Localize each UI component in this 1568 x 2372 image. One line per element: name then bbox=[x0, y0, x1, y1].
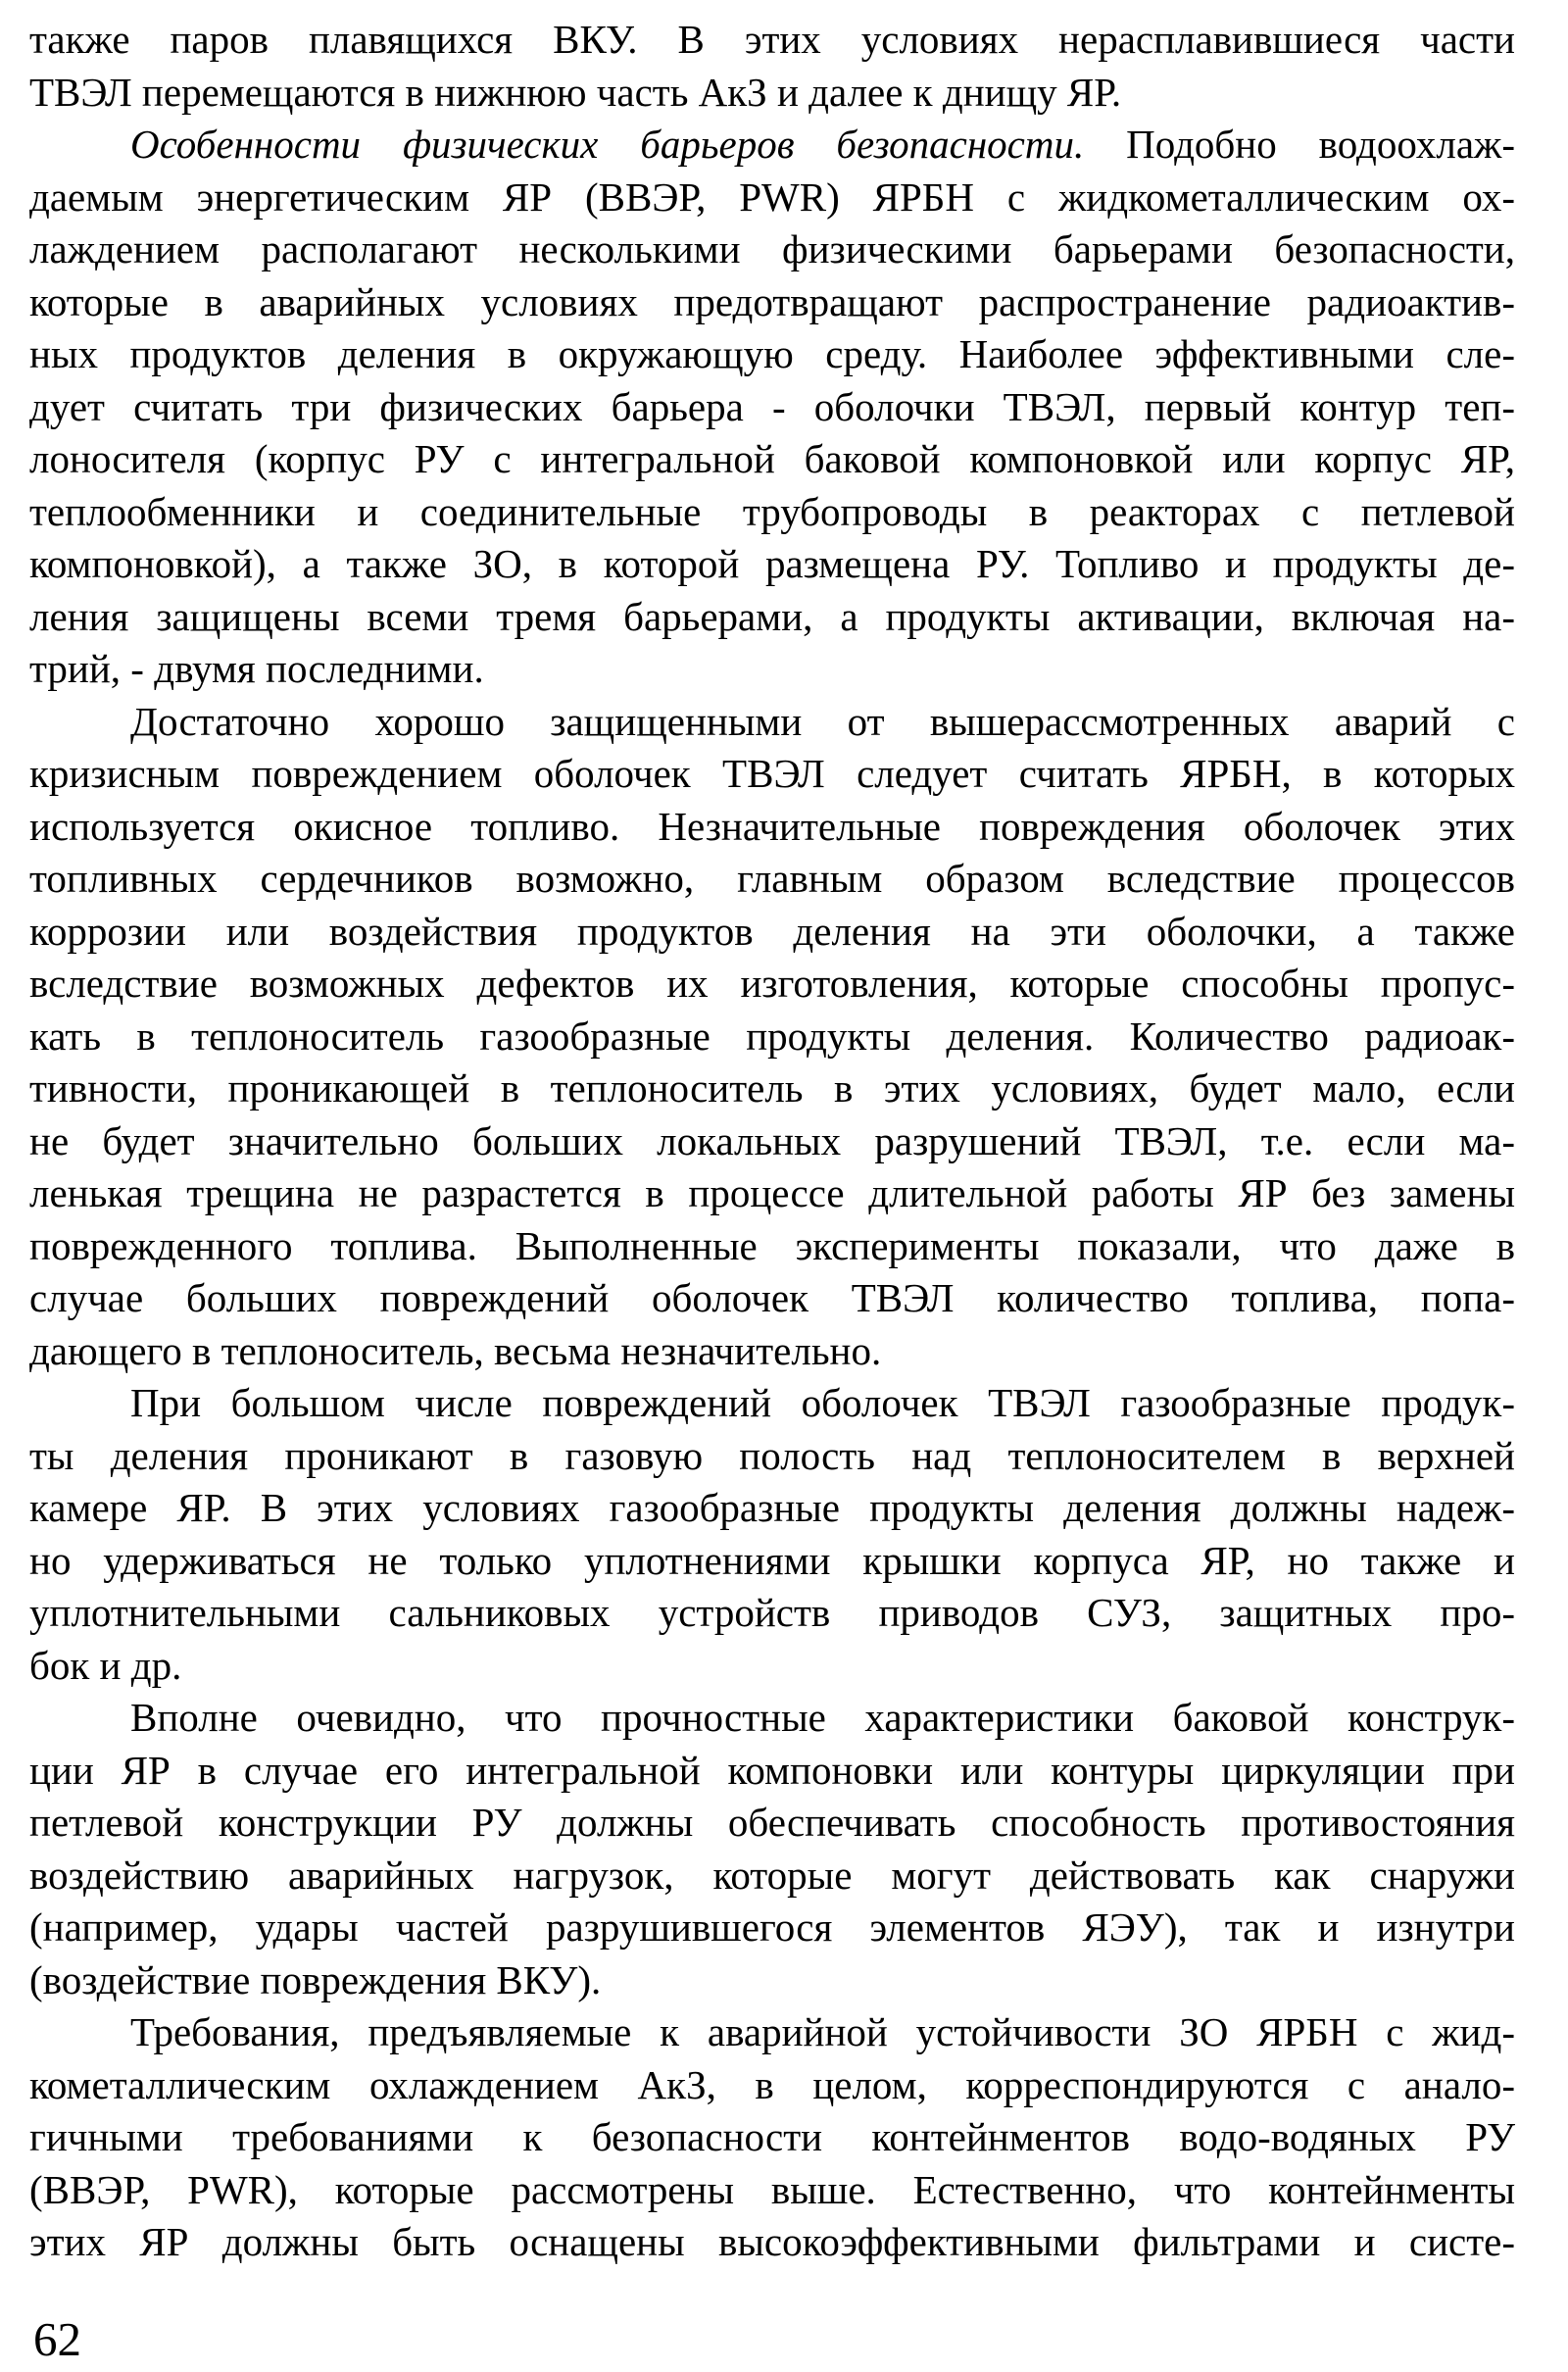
text-line: При большом числе повреждений оболочек ТВЭЛ газообразные продук- bbox=[130, 1380, 1515, 1425]
text-line: даемым энергетическим ЯР (ВВЭР, PWR) ЯРБН с жидкометаллическим ох- bbox=[29, 173, 1515, 220]
text-line: кать в теплоноситель газообразные продукты деления. Количество радиоак- bbox=[29, 1013, 1515, 1059]
text-line: ных продуктов деления в окружающую среду. Наиболее эффективными сле- bbox=[29, 331, 1515, 376]
page-number: 62 bbox=[33, 2312, 81, 2366]
text-line: трий, - двумя последними. bbox=[29, 646, 484, 691]
text-line: кометаллическим охлаждением АкЗ, в целом, корреспондируются с анало- bbox=[29, 2061, 1515, 2107]
text-line: топливных сердечников возможно, главным образом вследствие процессов bbox=[29, 856, 1515, 901]
text-line: (воздействие повреждения ВКУ). bbox=[29, 1956, 602, 2002]
text-line: ления защищены всеми тремя барьерами, а продукты активации, включая на- bbox=[29, 593, 1515, 639]
paragraph bbox=[29, 2006, 1515, 2269]
text-line: (ВВЭР, PWR), которые рассмотрены выше. Естественно, что контейнменты bbox=[29, 2166, 1515, 2212]
text-line: этих ЯР должны быть оснащены высокоэффективными фильтрами и систе- bbox=[29, 2219, 1515, 2264]
text-line: теплообменники и соединительные трубопроводы в реакторах с петлевой bbox=[29, 488, 1515, 534]
text-block bbox=[29, 14, 1515, 2269]
paragraph bbox=[29, 14, 1515, 119]
text-line: дует считать три физических барьера - оболочки ТВЭЛ, первый контур теп- bbox=[29, 383, 1515, 429]
text-line: гичными требованиями к безопасности контейнментов водо-водяных РУ bbox=[29, 2114, 1515, 2159]
text-line: Особенности физических барьеров безопасности. Подобно водоохлаж- bbox=[130, 122, 1516, 167]
text-line: не будет значительно больших локальных разрушений ТВЭЛ, т.е. если ма- bbox=[29, 1117, 1515, 1163]
paragraph bbox=[29, 696, 1515, 1378]
text-line: лаждением располагают несколькими физическими барьерами безопасности, bbox=[29, 226, 1515, 272]
text-line: камере ЯР. В этих условиях газообразные продукты деления должны надеж- bbox=[29, 1485, 1515, 1530]
italic-lead-text: Особенности физических барьеров безопасности. bbox=[130, 122, 1085, 167]
text-line: уплотнительными сальниковых устройств приводов СУЗ, защитных про- bbox=[29, 1590, 1515, 1635]
text-line: воздействию аварийных нагрузок, которые могут действовать как снаружи bbox=[29, 1852, 1515, 1898]
text-line: используется окисное топливо. Незначительные повреждения оболочек этих bbox=[29, 803, 1515, 849]
text-line: дающего в теплоноситель, весьма незначительно. bbox=[29, 1327, 882, 1373]
text-line: ТВЭЛ перемещаются в нижнюю часть АкЗ и далее к днищу ЯР. bbox=[29, 69, 1122, 115]
text-line: ции ЯР в случае его интегральной компоновки или контуры циркуляции при bbox=[29, 1747, 1515, 1793]
text-line: коррозии или воздействия продуктов деления на эти оболочки, а также bbox=[29, 908, 1515, 954]
text-line: поврежденного топлива. Выполненные эксперименты показали, что даже в bbox=[29, 1222, 1515, 1268]
text-line: которые в аварийных условиях предотвращают распространение радиоактив- bbox=[29, 278, 1515, 324]
text-line: компоновкой), а также ЗО, в которой размещена РУ. Топливо и продукты де- bbox=[29, 541, 1515, 586]
text-line: ленькая трещина не разрастется в процессе длительной работы ЯР без замены bbox=[29, 1170, 1515, 1215]
text-line: также паров плавящихся ВКУ. В этих условиях нерасплавившиеся части bbox=[29, 17, 1515, 62]
text-line: (например, удары частей разрушившегося элементов ЯЭУ), так и изнутри bbox=[29, 1904, 1515, 1950]
paragraph bbox=[29, 119, 1515, 696]
text-line: вследствие возможных дефектов их изготовления, которые способны пропус- bbox=[29, 961, 1515, 1006]
paragraph bbox=[29, 1377, 1515, 1692]
text-line: ты деления проникают в газовую полость над теплоносителем в верхней bbox=[29, 1432, 1515, 1478]
text-line: но удерживаться не только уплотнениями крышки корпуса ЯР, но также и bbox=[29, 1537, 1515, 1583]
text-line: Вполне очевидно, что прочностные характеристики баковой конструк- bbox=[130, 1695, 1515, 1740]
text-line: лоносителя (корпус РУ с интегральной баковой компоновкой или корпус ЯР, bbox=[29, 436, 1515, 481]
text-line: тивности, проникающей в теплоноситель в этих условиях, будет мало, если bbox=[29, 1065, 1515, 1111]
text-line: кризисным повреждением оболочек ТВЭЛ следует считать ЯРБН, в которых bbox=[29, 751, 1515, 796]
text-line: Достаточно хорошо защищенными от вышерассмотренных аварий с bbox=[130, 698, 1515, 744]
text-line: петлевой конструкции РУ должны обеспечивать способность противостояния bbox=[29, 1800, 1515, 1845]
text-line: Требования, предъявляемые к аварийной устойчивости ЗО ЯРБН с жид- bbox=[130, 2009, 1515, 2054]
text-line: бок и др. bbox=[29, 1642, 182, 1688]
paragraph bbox=[29, 1692, 1515, 2006]
text-line: случае больших повреждений оболочек ТВЭЛ количество топлива, попа- bbox=[29, 1275, 1515, 1320]
